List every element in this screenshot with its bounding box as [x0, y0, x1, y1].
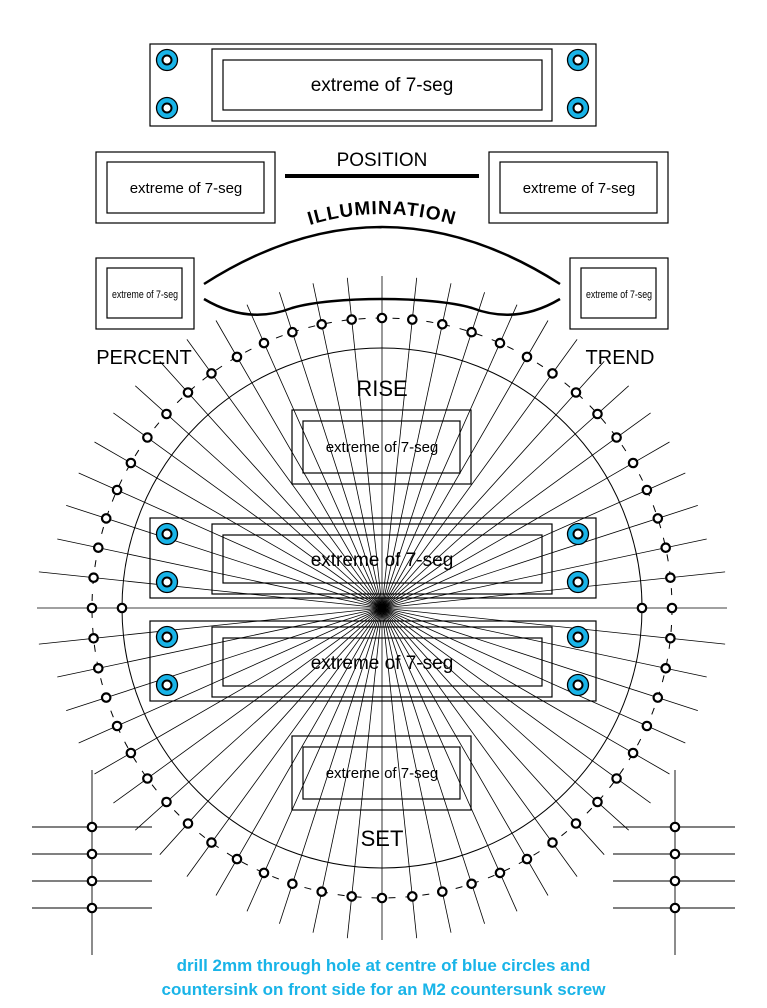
ray-line — [160, 608, 382, 855]
led-hole-icon — [438, 320, 446, 328]
led-hole-icon — [496, 869, 504, 877]
blue-screw-hole-icon — [157, 572, 178, 593]
ray-line — [95, 608, 383, 774]
led-hole-icon — [113, 486, 121, 494]
led-hole-icon — [378, 314, 386, 322]
blue-screw-hole-icon — [157, 98, 178, 119]
ray-line — [79, 473, 382, 608]
led-hole-icon — [408, 315, 416, 323]
ray-line — [79, 608, 382, 743]
led-hole-icon — [467, 328, 475, 336]
led-hole-icon — [662, 544, 670, 552]
corner-grids — [32, 770, 735, 955]
rise-label: RISE — [356, 376, 408, 401]
led-hole-icon — [118, 604, 126, 612]
led-hole-icon — [523, 855, 531, 863]
ray-line — [382, 608, 670, 774]
percent-display-label: extreme of 7-seg — [112, 289, 178, 301]
led-hole-icon — [288, 328, 296, 336]
led-hole-icon — [496, 339, 504, 347]
trend-display-label: extreme of 7-seg — [586, 289, 652, 301]
led-hole-icon — [593, 798, 601, 806]
led-hole-icon — [162, 410, 170, 418]
blue-screw-hole-icon — [568, 50, 589, 71]
led-hole-icon — [88, 604, 96, 612]
illumination-label: ILLUMINATION — [305, 197, 459, 230]
blue-screw-hole-icon — [157, 627, 178, 648]
blue-screw-hole-icon — [568, 627, 589, 648]
led-hole-icon — [260, 869, 268, 877]
led-hole-icon — [548, 838, 556, 846]
ray-line — [382, 608, 629, 830]
led-hole-icon — [102, 514, 110, 522]
led-hole-icon — [671, 904, 679, 912]
ray-line — [187, 608, 382, 877]
led-hole-icon — [629, 459, 637, 467]
led-hole-icon — [438, 888, 446, 896]
led-hole-icon — [88, 850, 96, 858]
led-hole-icon — [184, 819, 192, 827]
led-hole-icon — [638, 604, 646, 612]
led-hole-icon — [143, 774, 151, 782]
led-hole-icon — [260, 339, 268, 347]
upper-main-display-label: extreme of 7-seg — [310, 550, 454, 571]
blue-screw-hole-icon — [568, 524, 589, 545]
led-hole-icon — [378, 894, 386, 902]
ray-line — [382, 608, 548, 896]
led-hole-icon — [113, 722, 121, 730]
led-hole-icon — [612, 774, 620, 782]
led-hole-icon — [207, 838, 215, 846]
led-hole-icon — [593, 410, 601, 418]
led-hole-icon — [127, 459, 135, 467]
led-hole-icon — [88, 904, 96, 912]
led-hole-icon — [671, 877, 679, 885]
led-hole-icon — [348, 892, 356, 900]
led-hole-icon — [654, 693, 662, 701]
drill-note-line-1: drill 2mm through hole at centre of blue circles and — [176, 956, 591, 975]
led-hole-icon — [671, 850, 679, 858]
led-hole-icon — [102, 693, 110, 701]
led-hole-icon — [467, 880, 475, 888]
led-hole-icon — [523, 353, 531, 361]
blue-screw-hole-icon — [157, 50, 178, 71]
led-hole-icon — [408, 892, 416, 900]
led-hole-icon — [127, 749, 135, 757]
led-hole-icon — [348, 315, 356, 323]
led-hole-icon — [89, 574, 97, 582]
right-display-label: extreme of 7-seg — [522, 180, 636, 197]
blue-screw-hole-icon — [157, 675, 178, 696]
ray-line — [382, 608, 685, 743]
ray-line — [382, 473, 685, 608]
led-hole-icon — [318, 320, 326, 328]
led-hole-icon — [654, 514, 662, 522]
led-hole-icon — [88, 823, 96, 831]
set-label: SET — [360, 826, 404, 851]
led-hole-icon — [666, 574, 674, 582]
led-hole-icon — [612, 433, 620, 441]
set-display-label: extreme of 7-seg — [325, 765, 439, 782]
led-hole-icon — [162, 798, 170, 806]
ray-line — [216, 608, 382, 896]
led-hole-icon — [88, 877, 96, 885]
blue-screw-hole-icon — [157, 524, 178, 545]
trend-label: TREND — [585, 347, 655, 369]
led-hole-icon — [662, 664, 670, 672]
led-hole-icon — [94, 544, 102, 552]
led-hole-icon — [318, 888, 326, 896]
led-hole-icon — [548, 369, 556, 377]
left-display-label: extreme of 7-seg — [129, 180, 243, 197]
led-hole-icon — [233, 353, 241, 361]
lower-main-display-label: extreme of 7-seg — [310, 653, 454, 674]
led-hole-icon — [288, 880, 296, 888]
led-hole-icon — [94, 664, 102, 672]
led-hole-icon — [643, 486, 651, 494]
position-label: POSITION — [336, 150, 428, 171]
led-hole-icon — [643, 722, 651, 730]
blue-screw-hole-icon — [568, 572, 589, 593]
led-hole-icon — [666, 634, 674, 642]
led-hole-icon — [233, 855, 241, 863]
led-hole-icon — [184, 388, 192, 396]
ray-line — [382, 608, 577, 877]
blue-screw-hole-icon — [568, 98, 589, 119]
led-hole-icon — [572, 388, 580, 396]
ray-line — [382, 386, 629, 608]
rise-display-label: extreme of 7-seg — [325, 439, 439, 456]
led-hole-icon — [668, 604, 676, 612]
led-hole-icon — [572, 819, 580, 827]
led-hole-icon — [207, 369, 215, 377]
top-display-label: extreme of 7-seg — [310, 75, 454, 96]
percent-label: PERCENT — [96, 347, 192, 369]
led-hole-icon — [89, 634, 97, 642]
led-hole-icon — [629, 749, 637, 757]
led-hole-icon — [143, 433, 151, 441]
led-hole-icon — [671, 823, 679, 831]
blue-screw-hole-icon — [568, 675, 589, 696]
drill-note-line-2: countersink on front side for an M2 countersunk screw — [161, 980, 606, 999]
